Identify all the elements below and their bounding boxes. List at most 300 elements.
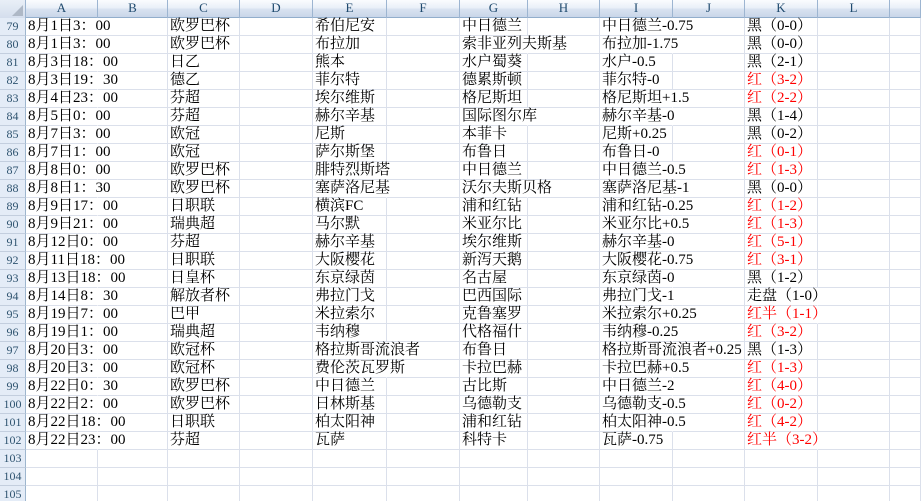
cell-J103[interactable]	[673, 450, 745, 468]
cell-D80[interactable]	[240, 36, 313, 54]
row-header-89[interactable]: 89	[0, 198, 26, 216]
cell-C88[interactable]	[168, 180, 240, 198]
cell-A101[interactable]	[26, 414, 126, 432]
cell-M80[interactable]	[890, 36, 921, 54]
cell-E102[interactable]	[313, 432, 387, 450]
cell-H84[interactable]	[528, 108, 600, 126]
row-header-95[interactable]: 95	[0, 306, 26, 324]
cell-D83[interactable]	[240, 90, 313, 108]
cell-G105[interactable]	[460, 486, 528, 501]
cell-E95[interactable]	[313, 306, 387, 324]
cell-F79[interactable]	[387, 18, 460, 36]
cell-F87[interactable]	[387, 162, 460, 180]
cell-C89[interactable]	[168, 198, 240, 216]
cell-C84[interactable]	[168, 108, 240, 126]
cell-I103[interactable]	[600, 450, 673, 468]
cell-M96[interactable]	[890, 324, 921, 342]
cell-M98[interactable]	[890, 360, 921, 378]
cell-B105[interactable]	[98, 486, 168, 501]
row-header-90[interactable]: 90	[0, 216, 26, 234]
column-header-K[interactable]: K	[745, 0, 818, 18]
cell-F99[interactable]	[387, 378, 460, 396]
cell-G97[interactable]	[460, 342, 528, 360]
cell-M103[interactable]	[890, 450, 921, 468]
cell-C79[interactable]	[168, 18, 240, 36]
cell-F91[interactable]	[387, 234, 460, 252]
cell-D79[interactable]	[240, 18, 313, 36]
cell-F86[interactable]	[387, 144, 460, 162]
cell-D103[interactable]	[240, 450, 313, 468]
cell-J105[interactable]	[673, 486, 745, 501]
cell-K79[interactable]	[745, 18, 818, 36]
cell-F92[interactable]	[387, 252, 460, 270]
cell-L100[interactable]	[818, 396, 890, 414]
column-header-B[interactable]: B	[98, 0, 168, 18]
cell-J104[interactable]	[673, 468, 745, 486]
row-header-105[interactable]: 105	[0, 486, 26, 501]
cell-I89[interactable]	[600, 198, 694, 216]
cell-E103[interactable]	[313, 450, 387, 468]
cell-J99[interactable]	[673, 378, 745, 396]
cell-E85[interactable]	[313, 126, 387, 144]
cell-L86[interactable]	[818, 144, 890, 162]
cell-D96[interactable]	[240, 324, 313, 342]
cell-F80[interactable]	[387, 36, 460, 54]
cell-K81[interactable]	[745, 54, 818, 72]
cell-D82[interactable]	[240, 72, 313, 90]
cell-L92[interactable]	[818, 252, 890, 270]
cell-K92[interactable]	[745, 252, 818, 270]
cell-H86[interactable]	[528, 144, 600, 162]
cell-I101[interactable]	[600, 414, 686, 432]
cell-K80[interactable]	[745, 36, 818, 54]
cell-C100[interactable]	[168, 396, 240, 414]
cell-L96[interactable]	[818, 324, 890, 342]
cell-A98[interactable]	[26, 360, 119, 378]
cell-H96[interactable]	[528, 324, 600, 342]
cell-K87[interactable]	[745, 162, 818, 180]
cell-G79[interactable]	[460, 18, 528, 36]
cell-E84[interactable]	[313, 108, 387, 126]
cell-M90[interactable]	[890, 216, 921, 234]
cell-L94[interactable]	[818, 288, 890, 306]
cell-A83[interactable]	[26, 90, 119, 108]
column-header-E[interactable]: E	[313, 0, 387, 18]
cell-I100[interactable]	[600, 396, 686, 414]
cell-A90[interactable]	[26, 216, 119, 234]
row-header-84[interactable]: 84	[0, 108, 26, 126]
cell-D101[interactable]	[240, 414, 313, 432]
cell-L89[interactable]	[818, 198, 890, 216]
cell-M86[interactable]	[890, 144, 921, 162]
cell-D92[interactable]	[240, 252, 313, 270]
cell-H81[interactable]	[528, 54, 600, 72]
cell-K95[interactable]	[745, 306, 827, 324]
cell-F93[interactable]	[387, 270, 460, 288]
cell-G104[interactable]	[460, 468, 528, 486]
cell-F90[interactable]	[387, 216, 460, 234]
cell-F83[interactable]	[387, 90, 460, 108]
cell-H103[interactable]	[528, 450, 600, 468]
cell-L103[interactable]	[818, 450, 890, 468]
cell-F81[interactable]	[387, 54, 460, 72]
cell-G88[interactable]	[460, 180, 553, 198]
cell-I83[interactable]	[600, 90, 690, 108]
row-header-86[interactable]: 86	[0, 144, 26, 162]
cell-A80[interactable]	[26, 36, 111, 54]
cell-K85[interactable]	[745, 126, 818, 144]
cell-C81[interactable]	[168, 54, 240, 72]
cell-M82[interactable]	[890, 72, 921, 90]
cell-H79[interactable]	[528, 18, 600, 36]
cell-H82[interactable]	[528, 72, 600, 90]
cell-E83[interactable]	[313, 90, 387, 108]
cell-I97[interactable]	[600, 342, 742, 360]
row-header-85[interactable]: 85	[0, 126, 26, 144]
cell-D93[interactable]	[240, 270, 313, 288]
cell-M85[interactable]	[890, 126, 921, 144]
row-header-92[interactable]: 92	[0, 252, 26, 270]
cell-A92[interactable]	[26, 252, 125, 270]
cell-H91[interactable]	[528, 234, 600, 252]
cell-I104[interactable]	[600, 468, 673, 486]
cell-C104[interactable]	[168, 468, 240, 486]
cell-K84[interactable]	[745, 108, 818, 126]
cell-A94[interactable]	[26, 288, 119, 306]
cell-C98[interactable]	[168, 360, 240, 378]
select-all-corner[interactable]	[0, 0, 26, 18]
cell-D88[interactable]	[240, 180, 313, 198]
cell-K88[interactable]	[745, 180, 818, 198]
cell-E89[interactable]	[313, 198, 387, 216]
cell-E93[interactable]	[313, 270, 387, 288]
cell-G96[interactable]	[460, 324, 528, 342]
cell-C103[interactable]	[168, 450, 240, 468]
cell-K96[interactable]	[745, 324, 818, 342]
cell-G91[interactable]	[460, 234, 528, 252]
cell-D81[interactable]	[240, 54, 313, 72]
cell-M84[interactable]	[890, 108, 921, 126]
cell-I93[interactable]	[600, 270, 673, 288]
cell-M102[interactable]	[890, 432, 921, 450]
cell-L88[interactable]	[818, 180, 890, 198]
cell-A82[interactable]	[26, 72, 119, 90]
row-header-104[interactable]: 104	[0, 468, 26, 486]
cell-H90[interactable]	[528, 216, 600, 234]
cell-K91[interactable]	[745, 234, 818, 252]
cell-J86[interactable]	[673, 144, 745, 162]
cell-M89[interactable]	[890, 198, 921, 216]
cell-L101[interactable]	[818, 414, 890, 432]
cell-L87[interactable]	[818, 162, 890, 180]
cell-K94[interactable]	[745, 288, 827, 306]
cell-G87[interactable]	[460, 162, 528, 180]
cell-K104[interactable]	[745, 468, 818, 486]
cell-A100[interactable]	[26, 396, 119, 414]
cell-L84[interactable]	[818, 108, 890, 126]
cell-G101[interactable]	[460, 414, 528, 432]
row-header-101[interactable]: 101	[0, 414, 26, 432]
cell-D104[interactable]	[240, 468, 313, 486]
cell-I95[interactable]	[600, 306, 697, 324]
cell-C85[interactable]	[168, 126, 240, 144]
cell-M94[interactable]	[890, 288, 921, 306]
column-header-C[interactable]: C	[168, 0, 240, 18]
cell-E87[interactable]	[313, 162, 391, 180]
cell-L82[interactable]	[818, 72, 890, 90]
cell-G90[interactable]	[460, 216, 528, 234]
cell-J80[interactable]	[673, 36, 745, 54]
cell-J93[interactable]	[673, 270, 745, 288]
cell-C91[interactable]	[168, 234, 240, 252]
cell-I90[interactable]	[600, 216, 690, 234]
cell-A103[interactable]	[26, 450, 98, 468]
cell-E94[interactable]	[313, 288, 387, 306]
row-header-93[interactable]: 93	[0, 270, 26, 288]
cell-I81[interactable]	[600, 54, 673, 72]
cell-I92[interactable]	[600, 252, 694, 270]
column-header-J[interactable]: J	[673, 0, 745, 18]
cell-C99[interactable]	[168, 378, 240, 396]
cell-M100[interactable]	[890, 396, 921, 414]
cell-A91[interactable]	[26, 234, 119, 252]
cell-H95[interactable]	[528, 306, 600, 324]
cell-A86[interactable]	[26, 144, 111, 162]
cell-E79[interactable]	[313, 18, 387, 36]
cell-C86[interactable]	[168, 144, 240, 162]
cell-H101[interactable]	[528, 414, 600, 432]
cell-F89[interactable]	[387, 198, 460, 216]
row-header-103[interactable]: 103	[0, 450, 26, 468]
cell-I96[interactable]	[600, 324, 679, 342]
cell-I91[interactable]	[600, 234, 673, 252]
cell-H104[interactable]	[528, 468, 600, 486]
cell-M88[interactable]	[890, 180, 921, 198]
cell-A81[interactable]	[26, 54, 119, 72]
row-header-96[interactable]: 96	[0, 324, 26, 342]
cell-M81[interactable]	[890, 54, 921, 72]
cell-G94[interactable]	[460, 288, 528, 306]
cell-E100[interactable]	[313, 396, 387, 414]
cell-I105[interactable]	[600, 486, 673, 501]
cell-M79[interactable]	[890, 18, 921, 36]
cell-L102[interactable]	[818, 432, 890, 450]
row-header-81[interactable]: 81	[0, 54, 26, 72]
cell-I98[interactable]	[600, 360, 690, 378]
cell-H99[interactable]	[528, 378, 600, 396]
cell-E98[interactable]	[313, 360, 406, 378]
cell-A96[interactable]	[26, 324, 119, 342]
cell-A93[interactable]	[26, 270, 126, 288]
cell-D97[interactable]	[240, 342, 313, 360]
cell-C87[interactable]	[168, 162, 240, 180]
cell-G89[interactable]	[460, 198, 528, 216]
cell-E86[interactable]	[313, 144, 387, 162]
cell-J102[interactable]	[673, 432, 745, 450]
cell-L98[interactable]	[818, 360, 890, 378]
column-header-I[interactable]: I	[600, 0, 673, 18]
cell-I82[interactable]	[600, 72, 673, 90]
cell-K98[interactable]	[745, 360, 818, 378]
cell-D98[interactable]	[240, 360, 313, 378]
cell-K102[interactable]	[745, 432, 827, 450]
cell-G81[interactable]	[460, 54, 528, 72]
cell-L80[interactable]	[818, 36, 890, 54]
cell-G83[interactable]	[460, 90, 528, 108]
cell-E90[interactable]	[313, 216, 387, 234]
cell-L95[interactable]	[818, 306, 890, 324]
cell-C101[interactable]	[168, 414, 240, 432]
cell-F105[interactable]	[387, 486, 460, 501]
row-header-94[interactable]: 94	[0, 288, 26, 306]
cell-C93[interactable]	[168, 270, 240, 288]
column-header-H[interactable]: H	[528, 0, 600, 18]
cell-K101[interactable]	[745, 414, 818, 432]
cell-E104[interactable]	[313, 468, 387, 486]
cell-L97[interactable]	[818, 342, 890, 360]
cell-D90[interactable]	[240, 216, 313, 234]
cell-A88[interactable]	[26, 180, 111, 198]
cell-G103[interactable]	[460, 450, 528, 468]
cell-E97[interactable]	[313, 342, 421, 360]
cell-A102[interactable]	[26, 432, 126, 450]
cell-I99[interactable]	[600, 378, 673, 396]
column-header-A[interactable]: A	[26, 0, 98, 18]
cell-F100[interactable]	[387, 396, 460, 414]
cell-I94[interactable]	[600, 288, 673, 306]
column-header-partial[interactable]	[890, 0, 921, 18]
cell-F102[interactable]	[387, 432, 460, 450]
cell-E92[interactable]	[313, 252, 387, 270]
cell-G95[interactable]	[460, 306, 528, 324]
cell-E96[interactable]	[313, 324, 387, 342]
cell-L79[interactable]	[818, 18, 890, 36]
cell-A87[interactable]	[26, 162, 111, 180]
cell-G102[interactable]	[460, 432, 528, 450]
cell-E82[interactable]	[313, 72, 387, 90]
cell-I88[interactable]	[600, 180, 690, 198]
cell-F101[interactable]	[387, 414, 460, 432]
cell-G82[interactable]	[460, 72, 528, 90]
cell-L81[interactable]	[818, 54, 890, 72]
cell-D102[interactable]	[240, 432, 313, 450]
cell-L104[interactable]	[818, 468, 890, 486]
cell-E88[interactable]	[313, 180, 391, 198]
cell-F85[interactable]	[387, 126, 460, 144]
cell-G92[interactable]	[460, 252, 528, 270]
cell-I80[interactable]	[600, 36, 679, 54]
cell-E81[interactable]	[313, 54, 387, 72]
cell-L93[interactable]	[818, 270, 890, 288]
row-header-79[interactable]: 79	[0, 18, 26, 36]
cell-M92[interactable]	[890, 252, 921, 270]
cell-A97[interactable]	[26, 342, 119, 360]
row-header-83[interactable]: 83	[0, 90, 26, 108]
cell-D94[interactable]	[240, 288, 313, 306]
column-header-F[interactable]: F	[387, 0, 460, 18]
cell-D91[interactable]	[240, 234, 313, 252]
row-header-97[interactable]: 97	[0, 342, 26, 360]
cell-A89[interactable]	[26, 198, 119, 216]
cell-G86[interactable]	[460, 144, 528, 162]
cell-H100[interactable]	[528, 396, 600, 414]
cell-D105[interactable]	[240, 486, 313, 501]
cell-E105[interactable]	[313, 486, 387, 501]
cell-I102[interactable]	[600, 432, 673, 450]
cell-A84[interactable]	[26, 108, 111, 126]
cell-K99[interactable]	[745, 378, 818, 396]
cell-C102[interactable]	[168, 432, 240, 450]
cell-M101[interactable]	[890, 414, 921, 432]
cell-D99[interactable]	[240, 378, 313, 396]
cell-F104[interactable]	[387, 468, 460, 486]
row-header-88[interactable]: 88	[0, 180, 26, 198]
cell-H93[interactable]	[528, 270, 600, 288]
cell-K83[interactable]	[745, 90, 818, 108]
cell-K86[interactable]	[745, 144, 818, 162]
cell-D87[interactable]	[240, 162, 313, 180]
cell-C92[interactable]	[168, 252, 240, 270]
cell-F84[interactable]	[387, 108, 460, 126]
cell-G93[interactable]	[460, 270, 528, 288]
cell-I84[interactable]	[600, 108, 673, 126]
cell-A105[interactable]	[26, 486, 98, 501]
row-header-80[interactable]: 80	[0, 36, 26, 54]
row-header-91[interactable]: 91	[0, 234, 26, 252]
cell-I85[interactable]	[600, 126, 673, 144]
cell-M91[interactable]	[890, 234, 921, 252]
cell-E91[interactable]	[313, 234, 387, 252]
cell-K100[interactable]	[745, 396, 818, 414]
cell-E101[interactable]	[313, 414, 387, 432]
cell-D89[interactable]	[240, 198, 313, 216]
cell-J91[interactable]	[673, 234, 745, 252]
cell-H89[interactable]	[528, 198, 600, 216]
cell-F95[interactable]	[387, 306, 460, 324]
cell-G80[interactable]	[460, 36, 568, 54]
cell-E80[interactable]	[313, 36, 387, 54]
cell-J85[interactable]	[673, 126, 745, 144]
cell-H92[interactable]	[528, 252, 600, 270]
cell-L85[interactable]	[818, 126, 890, 144]
cell-G98[interactable]	[460, 360, 528, 378]
cell-F96[interactable]	[387, 324, 460, 342]
cell-F82[interactable]	[387, 72, 460, 90]
cell-J84[interactable]	[673, 108, 745, 126]
cell-G100[interactable]	[460, 396, 528, 414]
cell-J94[interactable]	[673, 288, 745, 306]
cell-I87[interactable]	[600, 162, 686, 180]
cell-L90[interactable]	[818, 216, 890, 234]
cell-C95[interactable]	[168, 306, 240, 324]
row-header-99[interactable]: 99	[0, 378, 26, 396]
cell-L83[interactable]	[818, 90, 890, 108]
cell-B104[interactable]	[98, 468, 168, 486]
cell-M93[interactable]	[890, 270, 921, 288]
cell-I79[interactable]	[600, 18, 694, 36]
cell-F94[interactable]	[387, 288, 460, 306]
cell-K89[interactable]	[745, 198, 818, 216]
cell-D86[interactable]	[240, 144, 313, 162]
row-header-100[interactable]: 100	[0, 396, 26, 414]
column-header-L[interactable]: L	[818, 0, 890, 18]
cell-G85[interactable]	[460, 126, 528, 144]
cell-K82[interactable]	[745, 72, 818, 90]
cell-M87[interactable]	[890, 162, 921, 180]
column-header-G[interactable]: G	[460, 0, 528, 18]
cell-D85[interactable]	[240, 126, 313, 144]
cell-C83[interactable]	[168, 90, 240, 108]
